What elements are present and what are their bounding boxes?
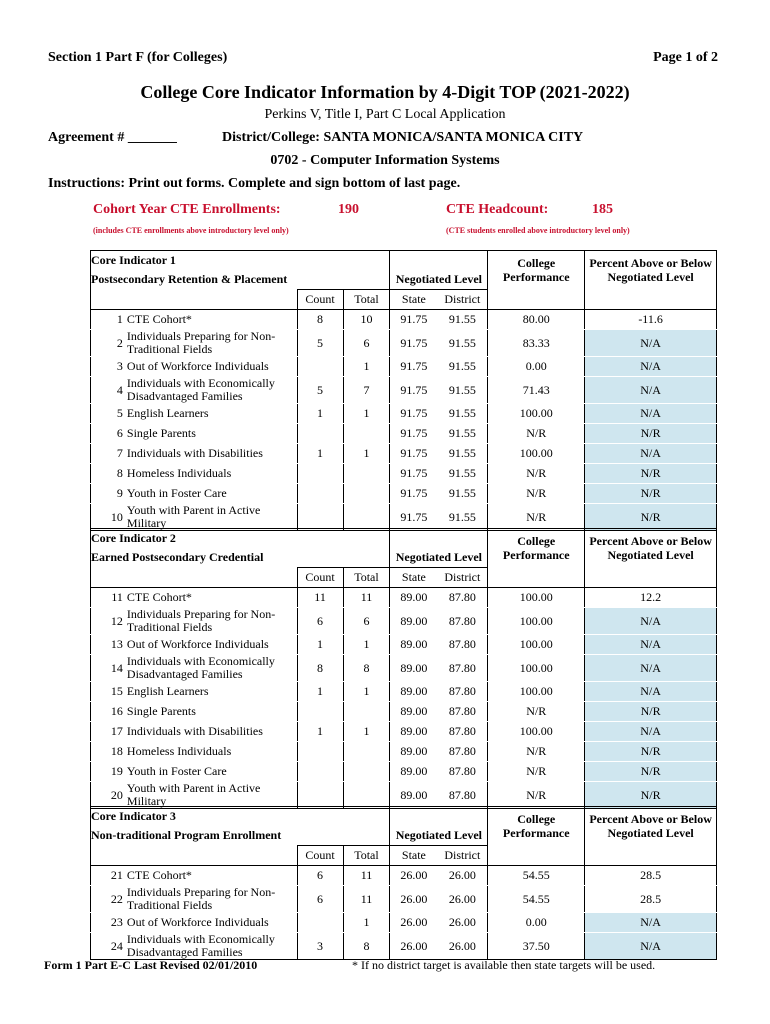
- count-cell: 5: [297, 330, 343, 357]
- total-cell: 11: [343, 588, 390, 608]
- college-performance-cell: 100.00: [488, 655, 585, 682]
- college-performance-cell: N/R: [488, 742, 585, 762]
- top-code: 0702 - Computer Information Systems: [270, 153, 500, 168]
- district-cell: 91.55: [437, 330, 487, 357]
- count-cell: 1: [297, 404, 343, 424]
- negotiated-level-header: Negotiated Level: [390, 826, 488, 846]
- total-cell: 1: [343, 913, 390, 933]
- state-cell: 91.75: [390, 424, 437, 444]
- district-cell: 87.80: [437, 608, 487, 635]
- row-description: Single Parents: [127, 702, 297, 722]
- negotiated-level-header: Negotiated Level: [390, 548, 488, 568]
- row-description: CTE Cohort*: [127, 588, 297, 608]
- state-header: State: [390, 568, 437, 588]
- total-cell: [343, 742, 390, 762]
- percent-above-below-cell: N/A: [585, 377, 717, 404]
- percent-above-below-cell: -11.6: [585, 310, 717, 330]
- row-number: 21: [91, 866, 127, 886]
- row-description: Individuals with Economically Disadvantaged Families: [127, 377, 297, 404]
- district-cell: 87.80: [437, 722, 487, 742]
- college-performance-cell: 54.55: [488, 886, 585, 913]
- district-cell: 87.80: [437, 655, 487, 682]
- table-row: [91, 886, 717, 913]
- college-performance-cell: 100.00: [488, 444, 585, 464]
- district-header: District: [437, 290, 487, 310]
- table-row: [91, 702, 717, 722]
- state-cell: 26.00: [390, 866, 437, 886]
- state-cell: 89.00: [390, 762, 437, 782]
- count-cell: [297, 762, 343, 782]
- state-cell: 89.00: [390, 702, 437, 722]
- count-cell: [297, 464, 343, 484]
- row-number: 11: [91, 588, 127, 608]
- total-cell: 1: [343, 682, 390, 702]
- percent-above-below-cell: N/R: [585, 762, 717, 782]
- district-cell: 26.00: [437, 886, 487, 913]
- state-cell: 91.75: [390, 464, 437, 484]
- state-cell: 89.00: [390, 635, 437, 655]
- count-cell: 1: [297, 682, 343, 702]
- district-cell: 91.55: [437, 357, 487, 377]
- row-number: 19: [91, 762, 127, 782]
- row-number: 24: [91, 933, 127, 960]
- row-number: 12: [91, 608, 127, 635]
- indicator-title: Core Indicator 1: [91, 251, 298, 271]
- college-performance-cell: 0.00: [488, 913, 585, 933]
- total-cell: [343, 702, 390, 722]
- row-number: 2: [91, 330, 127, 357]
- percent-above-below-header: Percent Above or Below Negotiated Level: [585, 807, 717, 846]
- state-cell: 89.00: [390, 722, 437, 742]
- row-number: 5: [91, 404, 127, 424]
- row-description: Individuals with Disabilities: [127, 722, 297, 742]
- total-cell: [343, 762, 390, 782]
- count-cell: 8: [297, 310, 343, 330]
- percent-above-below-cell: N/A: [585, 357, 717, 377]
- percent-above-below-cell: N/A: [585, 608, 717, 635]
- college-performance-cell: N/R: [488, 702, 585, 722]
- table-row: [91, 464, 717, 484]
- total-header: Total: [343, 846, 390, 866]
- row-number: 6: [91, 424, 127, 444]
- college-performance-cell: N/R: [488, 464, 585, 484]
- district-header: District: [437, 846, 487, 866]
- total-header: Total: [343, 290, 390, 310]
- district-cell: 91.55: [437, 310, 487, 330]
- total-cell: 11: [343, 886, 390, 913]
- college-performance-cell: N/R: [488, 762, 585, 782]
- count-cell: [297, 913, 343, 933]
- college-performance-cell: 0.00: [488, 357, 585, 377]
- row-description: Homeless Individuals: [127, 742, 297, 762]
- state-cell: 91.75: [390, 330, 437, 357]
- count-header: Count: [297, 290, 343, 310]
- college-performance-cell: 37.50: [488, 933, 585, 960]
- section-label: Section 1 Part F (for Colleges): [48, 50, 228, 65]
- college-performance-cell: 100.00: [488, 722, 585, 742]
- percent-above-below-cell: N/R: [585, 702, 717, 722]
- count-cell: 6: [297, 886, 343, 913]
- row-number: 13: [91, 635, 127, 655]
- district-cell: 87.80: [437, 635, 487, 655]
- state-cell: 91.75: [390, 377, 437, 404]
- college-performance-cell: N/R: [488, 782, 585, 809]
- core-indicator-1-table: [90, 250, 717, 531]
- total-cell: 10: [343, 310, 390, 330]
- college-performance-cell: 100.00: [488, 588, 585, 608]
- district-cell: 91.55: [437, 444, 487, 464]
- page-title: College Core Indicator Information by 4-Digit TOP (2021-2022): [140, 82, 630, 102]
- state-cell: 89.00: [390, 608, 437, 635]
- row-number: 23: [91, 913, 127, 933]
- core-indicator-2-table: [90, 528, 717, 809]
- count-cell: 11: [297, 588, 343, 608]
- footnote: * If no district target is available then state targets will be used.: [352, 958, 656, 972]
- table-row: [91, 655, 717, 682]
- table-row: [91, 682, 717, 702]
- row-number: 1: [91, 310, 127, 330]
- state-cell: 91.75: [390, 484, 437, 504]
- count-cell: 1: [297, 635, 343, 655]
- table-row: [91, 444, 717, 464]
- college-performance-header: College Performance: [488, 807, 585, 846]
- percent-above-below-cell: N/A: [585, 444, 717, 464]
- row-number: 4: [91, 377, 127, 404]
- count-header: Count: [297, 846, 343, 866]
- percent-above-below-cell: N/A: [585, 635, 717, 655]
- table-row: [91, 913, 717, 933]
- headcount-label: CTE Headcount:: [446, 202, 549, 217]
- row-number: 3: [91, 357, 127, 377]
- total-cell: 6: [343, 608, 390, 635]
- state-cell: 26.00: [390, 886, 437, 913]
- row-description: Individuals with Economically Disadvantaged Families: [127, 655, 297, 682]
- district-cell: 87.80: [437, 588, 487, 608]
- college-performance-cell: 54.55: [488, 866, 585, 886]
- indicator-title: Core Indicator 3: [91, 807, 298, 827]
- table-row: [91, 782, 717, 809]
- cohort-note: (includes CTE enrollments above introductory level only): [93, 226, 289, 235]
- state-cell: 91.75: [390, 504, 437, 531]
- headcount-note: (CTE students enrolled above introductory level only): [446, 226, 630, 235]
- percent-above-below-cell: N/R: [585, 504, 717, 531]
- table-row: [91, 330, 717, 357]
- state-cell: 89.00: [390, 782, 437, 809]
- cohort-value: 190: [338, 202, 359, 217]
- state-cell: 26.00: [390, 933, 437, 960]
- college-performance-cell: 83.33: [488, 330, 585, 357]
- college-performance-cell: 100.00: [488, 608, 585, 635]
- total-cell: [343, 424, 390, 444]
- percent-above-below-cell: 28.5: [585, 866, 717, 886]
- form-revision: Form 1 Part E-C Last Revised 02/01/2010: [44, 958, 258, 972]
- college-performance-cell: N/R: [488, 504, 585, 531]
- row-description: Out of Workforce Individuals: [127, 357, 297, 377]
- district-cell: 91.55: [437, 424, 487, 444]
- row-number: 22: [91, 886, 127, 913]
- count-cell: [297, 424, 343, 444]
- table-row: [91, 377, 717, 404]
- count-cell: [297, 357, 343, 377]
- table-row: [91, 424, 717, 444]
- total-cell: 1: [343, 404, 390, 424]
- count-cell: [297, 504, 343, 531]
- count-header: Count: [297, 568, 343, 588]
- page-number: Page 1 of 2: [653, 50, 718, 65]
- percent-above-below-cell: 28.5: [585, 886, 717, 913]
- total-cell: 11: [343, 866, 390, 886]
- table-row: [91, 933, 717, 960]
- percent-above-below-cell: 12.2: [585, 588, 717, 608]
- row-description: Individuals with Economically Disadvantaged Families: [127, 933, 297, 960]
- total-header: Total: [343, 568, 390, 588]
- state-cell: 91.75: [390, 310, 437, 330]
- total-cell: [343, 464, 390, 484]
- total-cell: [343, 484, 390, 504]
- row-number: 10: [91, 504, 127, 531]
- percent-above-below-cell: N/R: [585, 464, 717, 484]
- district-cell: 87.80: [437, 782, 487, 809]
- total-cell: [343, 504, 390, 531]
- state-header: State: [390, 290, 437, 310]
- state-cell: 89.00: [390, 655, 437, 682]
- row-number: 9: [91, 484, 127, 504]
- row-description: Out of Workforce Individuals: [127, 635, 297, 655]
- district-cell: 87.80: [437, 742, 487, 762]
- district-header: District: [437, 568, 487, 588]
- indicator-subtitle: Earned Postsecondary Credential: [91, 548, 298, 568]
- indicator-subtitle: Postsecondary Retention & Placement: [91, 270, 298, 290]
- percent-above-below-cell: N/A: [585, 330, 717, 357]
- total-cell: 7: [343, 377, 390, 404]
- table-row: [91, 762, 717, 782]
- state-cell: 89.00: [390, 682, 437, 702]
- total-cell: 1: [343, 357, 390, 377]
- count-cell: [297, 702, 343, 722]
- row-number: 14: [91, 655, 127, 682]
- college-performance-cell: 100.00: [488, 635, 585, 655]
- district-cell: 26.00: [437, 933, 487, 960]
- negotiated-level-header: Negotiated Level: [390, 270, 488, 290]
- table-row: [91, 608, 717, 635]
- state-header: State: [390, 846, 437, 866]
- table-row: [91, 310, 717, 330]
- count-cell: 5: [297, 377, 343, 404]
- district-cell: 87.80: [437, 682, 487, 702]
- table-row: [91, 635, 717, 655]
- headcount-value: 185: [592, 202, 613, 217]
- district-college: District/College: SANTA MONICA/SANTA MONICA CITY: [222, 130, 584, 145]
- percent-above-below-cell: N/R: [585, 484, 717, 504]
- percent-above-below-header: Percent Above or Below Negotiated Level: [585, 529, 717, 568]
- percent-above-below-cell: N/R: [585, 782, 717, 809]
- count-cell: 6: [297, 608, 343, 635]
- percent-above-below-cell: N/A: [585, 933, 717, 960]
- count-cell: [297, 782, 343, 809]
- row-description: Homeless Individuals: [127, 464, 297, 484]
- table-row: [91, 404, 717, 424]
- indicator-title: Core Indicator 2: [91, 529, 298, 549]
- subtitle: Perkins V, Title I, Part C Local Application: [264, 107, 506, 122]
- instructions: Instructions: Print out forms. Complete and sign bottom of last page.: [48, 176, 461, 191]
- total-cell: [343, 782, 390, 809]
- state-cell: 91.75: [390, 404, 437, 424]
- table-row: [91, 722, 717, 742]
- row-description: Out of Workforce Individuals: [127, 913, 297, 933]
- count-cell: 1: [297, 444, 343, 464]
- total-cell: 1: [343, 722, 390, 742]
- count-cell: 1: [297, 722, 343, 742]
- row-description: Youth with Parent in Active Military: [127, 782, 297, 809]
- cohort-label: Cohort Year CTE Enrollments:: [93, 202, 281, 217]
- row-number: 16: [91, 702, 127, 722]
- percent-above-below-cell: N/A: [585, 682, 717, 702]
- agreement-number: Agreement # _______: [48, 130, 177, 145]
- district-cell: 26.00: [437, 866, 487, 886]
- row-description: Individuals Preparing for Non- Traditional Fields: [127, 330, 297, 357]
- core-indicator-3-table: [90, 806, 717, 960]
- district-cell: 91.55: [437, 377, 487, 404]
- college-performance-header: College Performance: [488, 529, 585, 568]
- row-description: CTE Cohort*: [127, 310, 297, 330]
- total-cell: 8: [343, 655, 390, 682]
- table-row: [91, 484, 717, 504]
- row-number: 17: [91, 722, 127, 742]
- row-description: Individuals Preparing for Non- Traditional Fields: [127, 886, 297, 913]
- row-description: Individuals Preparing for Non- Traditional Fields: [127, 608, 297, 635]
- row-description: Youth in Foster Care: [127, 484, 297, 504]
- row-description: Single Parents: [127, 424, 297, 444]
- district-cell: 87.80: [437, 702, 487, 722]
- row-description: Youth with Parent in Active Military: [127, 504, 297, 531]
- percent-above-below-cell: N/A: [585, 655, 717, 682]
- district-cell: 87.80: [437, 762, 487, 782]
- state-cell: 91.75: [390, 357, 437, 377]
- row-description: CTE Cohort*: [127, 866, 297, 886]
- row-number: 20: [91, 782, 127, 809]
- total-cell: 8: [343, 933, 390, 960]
- district-cell: 91.55: [437, 504, 487, 531]
- count-cell: 8: [297, 655, 343, 682]
- state-cell: 89.00: [390, 742, 437, 762]
- percent-above-below-cell: N/A: [585, 913, 717, 933]
- indicator-subtitle: Non-traditional Program Enrollment: [91, 826, 298, 846]
- total-cell: 1: [343, 635, 390, 655]
- count-cell: [297, 742, 343, 762]
- college-performance-cell: 71.43: [488, 377, 585, 404]
- district-cell: 91.55: [437, 464, 487, 484]
- college-performance-cell: 100.00: [488, 682, 585, 702]
- table-row: [91, 866, 717, 886]
- percent-above-below-cell: N/A: [585, 722, 717, 742]
- table-row: [91, 588, 717, 608]
- college-performance-header: College Performance: [488, 251, 585, 290]
- district-cell: 91.55: [437, 484, 487, 504]
- total-cell: 1: [343, 444, 390, 464]
- district-cell: 91.55: [437, 404, 487, 424]
- college-performance-cell: 80.00: [488, 310, 585, 330]
- count-cell: 3: [297, 933, 343, 960]
- row-number: 8: [91, 464, 127, 484]
- row-number: 7: [91, 444, 127, 464]
- college-performance-cell: N/R: [488, 484, 585, 504]
- district-cell: 26.00: [437, 913, 487, 933]
- table-row: [91, 742, 717, 762]
- row-number: 15: [91, 682, 127, 702]
- count-cell: 6: [297, 866, 343, 886]
- state-cell: 26.00: [390, 913, 437, 933]
- table-row: [91, 357, 717, 377]
- table-row: [91, 504, 717, 531]
- college-performance-cell: N/R: [488, 424, 585, 444]
- row-description: English Learners: [127, 404, 297, 424]
- percent-above-below-header: Percent Above or Below Negotiated Level: [585, 251, 717, 290]
- row-description: English Learners: [127, 682, 297, 702]
- row-description: Individuals with Disabilities: [127, 444, 297, 464]
- percent-above-below-cell: N/A: [585, 404, 717, 424]
- state-cell: 91.75: [390, 444, 437, 464]
- percent-above-below-cell: N/R: [585, 742, 717, 762]
- row-number: 18: [91, 742, 127, 762]
- count-cell: [297, 484, 343, 504]
- percent-above-below-cell: N/R: [585, 424, 717, 444]
- state-cell: 89.00: [390, 588, 437, 608]
- row-description: Youth in Foster Care: [127, 762, 297, 782]
- total-cell: 6: [343, 330, 390, 357]
- college-performance-cell: 100.00: [488, 404, 585, 424]
